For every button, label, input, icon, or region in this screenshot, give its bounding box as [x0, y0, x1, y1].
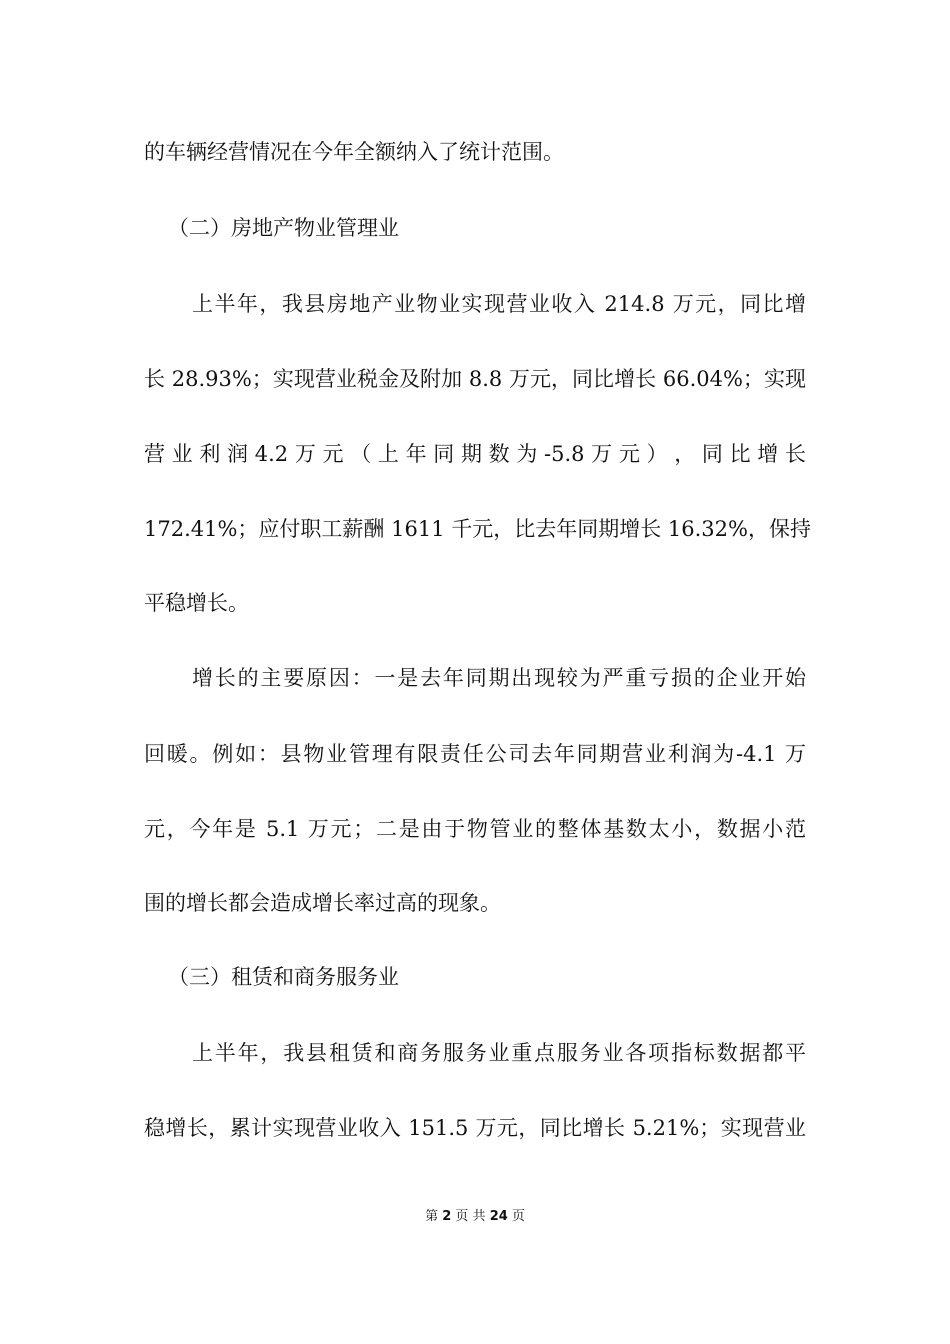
text-line: 稳增长，累计实现营业收入 151.5 万元，同比增长 5.21%；实现营业 — [144, 1116, 806, 1140]
section-heading: （二）房地产物业管理业 — [168, 216, 399, 240]
text-line: 回暖。例如：县物业管理有限责任公司去年同期营业利润为-4.1 万 — [144, 742, 806, 766]
text-line: 平稳增长。 — [144, 591, 249, 615]
text-line: 围的增长都会造成增长率过高的现象。 — [144, 891, 501, 915]
footer-page-number: 2 — [442, 1209, 452, 1224]
text-line: 营 业 利 润 4.2 万 元 （ 上 年 同 期 数 为 -5.8 万 元 ） ， 同 比 增 长 — [144, 442, 806, 466]
page-footer — [0, 1208, 950, 1226]
text-line: 上半年，我县租赁和商务服务业重点服务业各项指标数据都平 — [192, 1041, 806, 1065]
text-line: 的车辆经营情况在今年全额纳入了统计范围。 — [144, 140, 564, 164]
footer-middle: 页 共 — [455, 1209, 486, 1224]
footer-total-pages: 24 — [489, 1209, 508, 1224]
section-heading: （三）租赁和商务服务业 — [168, 965, 399, 989]
text-line: 上半年，我县房地产业物业实现营业收入 214.8 万元，同比增 — [192, 292, 806, 316]
footer-suffix: 页 — [511, 1209, 525, 1224]
text-line: 172.41%；应付职工薪酬 1611 千元，比去年同期增长 16.32%，保持 — [144, 517, 811, 541]
text-line: 长 28.93%；实现营业税金及附加 8.8 万元，同比增长 66.04%；实现 — [144, 367, 806, 391]
text-line: 增长的主要原因：一是去年同期出现较为严重亏损的企业开始 — [192, 666, 806, 690]
text-line: 元，今年是 5.1 万元；二是由于物管业的整体基数太小，数据小范 — [144, 817, 806, 841]
footer-prefix: 第 — [425, 1209, 439, 1224]
